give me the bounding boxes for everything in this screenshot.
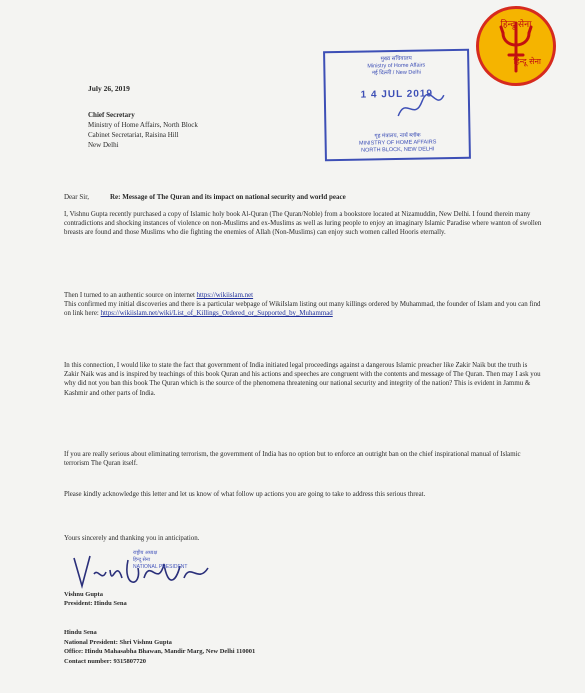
stamp-initials [396,91,447,122]
letter-footer [64,628,255,666]
signature-stamp-line: NATIONAL PRESIDENT [133,564,188,570]
signer-block [64,590,127,608]
letter-date: July 26, 2019 [88,84,130,93]
paragraph-3: In this connection, I would like to state the fact that government of India initiated legal proceedings against a dangerous Islamic preacher like Zakir Naik but the truth is Zakir Naik was and is inspired by teachings of this book Quran and his actions and speeches are congruent with the contents and message of The Quran. Then may I ask you why did not you ban this book The Quran which is the source of the phenomena threatening our national security and integrity of the nation? This is evident in Jammu & Kashmir and other parts of India. [64,362,541,397]
stamp-top-line: Ministry of Home Affairs [367,62,426,70]
stamp-top-line: नई दिल्ली / New Delhi [371,69,421,77]
stamp-bottom-line: MINISTRY OF HOME AFFAIRS [358,139,437,147]
stamp-bottom-line: NORTH BLOCK, NEW DELHI [361,146,435,154]
footer-office: Office: Hindu Mahasabha Bhawan, Mandir Marg, New Delhi 110001 [64,648,256,655]
signature-stamp-line: हिन्दू सेना [133,557,150,563]
recipient-line: Ministry of Home Affairs, North Block [88,121,198,129]
recipient-address [88,110,198,150]
paragraph-1: I, Vishnu Gupta recently purchased a copy of Islamic holy book Al-Quran (The Quran/Noble) from a bookstore located at Nizamuddin, New Delhi. I found therein many contradictions and shocking instances of violence on non-Muslims and ex-Muslims as well as luring people to enjoy an imaginary Islamic Paradise where wanton of swollen breasts are found and those Muslims who die fighting the enemies of Allah (Non-Muslims) can enjoy such women called Hooris eternally. [64,211,542,237]
ministry-received-stamp [323,49,471,162]
salutation: Dear Sir, [64,193,89,201]
footer-org: Hindu Sena [64,629,97,636]
stamp-top-line: मुख्य सचिवालय [380,55,412,63]
paragraph-5: Please kindly acknowledge this letter and let us know of what follow up actions you are going to take to address this serious threat. [64,491,426,498]
signer-title: President: Hindu Sena [64,600,127,607]
hindu-sena-logo [476,6,556,86]
recipient-title: Chief Secretary [88,111,135,119]
stamp-date: 1 4 JUL 2019 [360,88,434,101]
paragraph-2-text-a: Then I turned to an authentic source on internet [64,292,197,299]
stamp-bottom-line: गृह मंत्रालय, नार्थ ब्लॉक [374,132,421,140]
recipient-line: Cabinet Secretariat, Raisina Hill [88,131,179,139]
signature-stamp [133,550,215,571]
paragraph-2 [64,291,542,319]
signature-stamp-line: राष्ट्रीय अध्यक्ष [133,550,158,556]
footer-president: National President: Shri Vishnu Gupta [64,638,172,646]
signer-name: Vishnu Gupta [64,591,103,598]
paragraph-2-text-b: This confirmed my initial discoveries and there is a particular webpage of WikiIslam listing out many killings ordered by Muhammad, the founder of Islam and you can find on link here: [64,301,541,318]
logo-bottom-text: हिन्दू सेना [513,57,541,66]
wikiislam-link[interactable]: https://wikiislam.net [196,292,254,299]
paragraph-4: If you are really serious about eliminating terrorism, the government of India has no option but to enforce an outright ban on the chief inspirational manual of Islamic terrorism The Quran itself. [64,451,521,468]
footer-contact: Contact number: 9315807720 [64,657,146,665]
logo-top-text: हिन्दू सेना [500,20,532,30]
killings-list-link[interactable]: https://wikiislam.net/wiki/List_of_Killings_Ordered_or_Supported_by_Muhammad [100,310,333,318]
recipient-line: New Delhi [88,141,119,149]
closing-line: Yours sincerely and thanking you in anticipation. [64,535,200,542]
subject-line: Re: Message of The Quran and its impact on national security and world peace [110,193,346,201]
